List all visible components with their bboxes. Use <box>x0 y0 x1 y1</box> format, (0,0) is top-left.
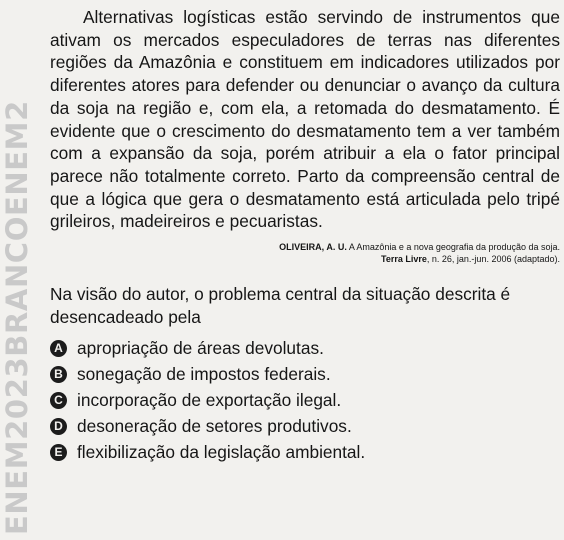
option-d-text: desoneração de setores produtivos. <box>77 415 352 436</box>
answer-options <box>50 335 560 465</box>
passage-text: Alternativas logísticas estão servindo de instrumentos que ativam os mercados especuladores de terras nas diferentes regiões da Amazônia e constituem em indicadores utilizados por diferentes atores para defender ou denunciar o avanço da cultura da soja na região e, com ela, a retomada do desmatamento. É evidente que o crescimento do desmatamento tem a ver também com a expansão da soja, porém atribuir a ela o fator principal parece não totalmente correto. Parto da compreensão central de que a lógica que gera o desmatamento está articulada pelo tripé grileiros, madeireiros e pecuaristas. <box>50 7 560 232</box>
question-stem: Na visão do autor, o problema central da situação descrita é desencadeado pela <box>50 284 511 327</box>
option-a[interactable] <box>50 335 560 361</box>
option-c[interactable] <box>50 387 560 413</box>
option-e-marker: E <box>50 444 67 461</box>
option-e-text: flexibilização da legislação ambiental. <box>77 441 366 462</box>
option-d[interactable] <box>50 413 560 439</box>
citation-author: OLIVEIRA, A. U. <box>279 242 347 253</box>
citation-source: Terra Livre <box>381 254 427 265</box>
option-c-marker: C <box>50 392 67 409</box>
option-c-text: incorporação de exportação ilegal. <box>77 389 342 410</box>
citation-details: , n. 26, jan.-jun. 2006 (adaptado). <box>426 254 560 265</box>
citation-title: A Amazônia e a nova geografia da produção da soja. <box>348 242 560 253</box>
option-d-marker: D <box>50 418 67 435</box>
option-e[interactable] <box>50 439 560 465</box>
watermark <box>0 0 36 540</box>
option-a-marker: A <box>50 340 67 357</box>
question-content <box>50 6 560 465</box>
option-b[interactable] <box>50 361 560 387</box>
citation <box>50 241 560 265</box>
option-a-text: apropriação de áreas devolutas. <box>77 337 324 358</box>
option-b-marker: B <box>50 366 67 383</box>
option-b-text: sonegação de impostos federais. <box>77 363 331 384</box>
watermark-text: ENEM2023BRANCOENEM2 <box>0 100 34 535</box>
